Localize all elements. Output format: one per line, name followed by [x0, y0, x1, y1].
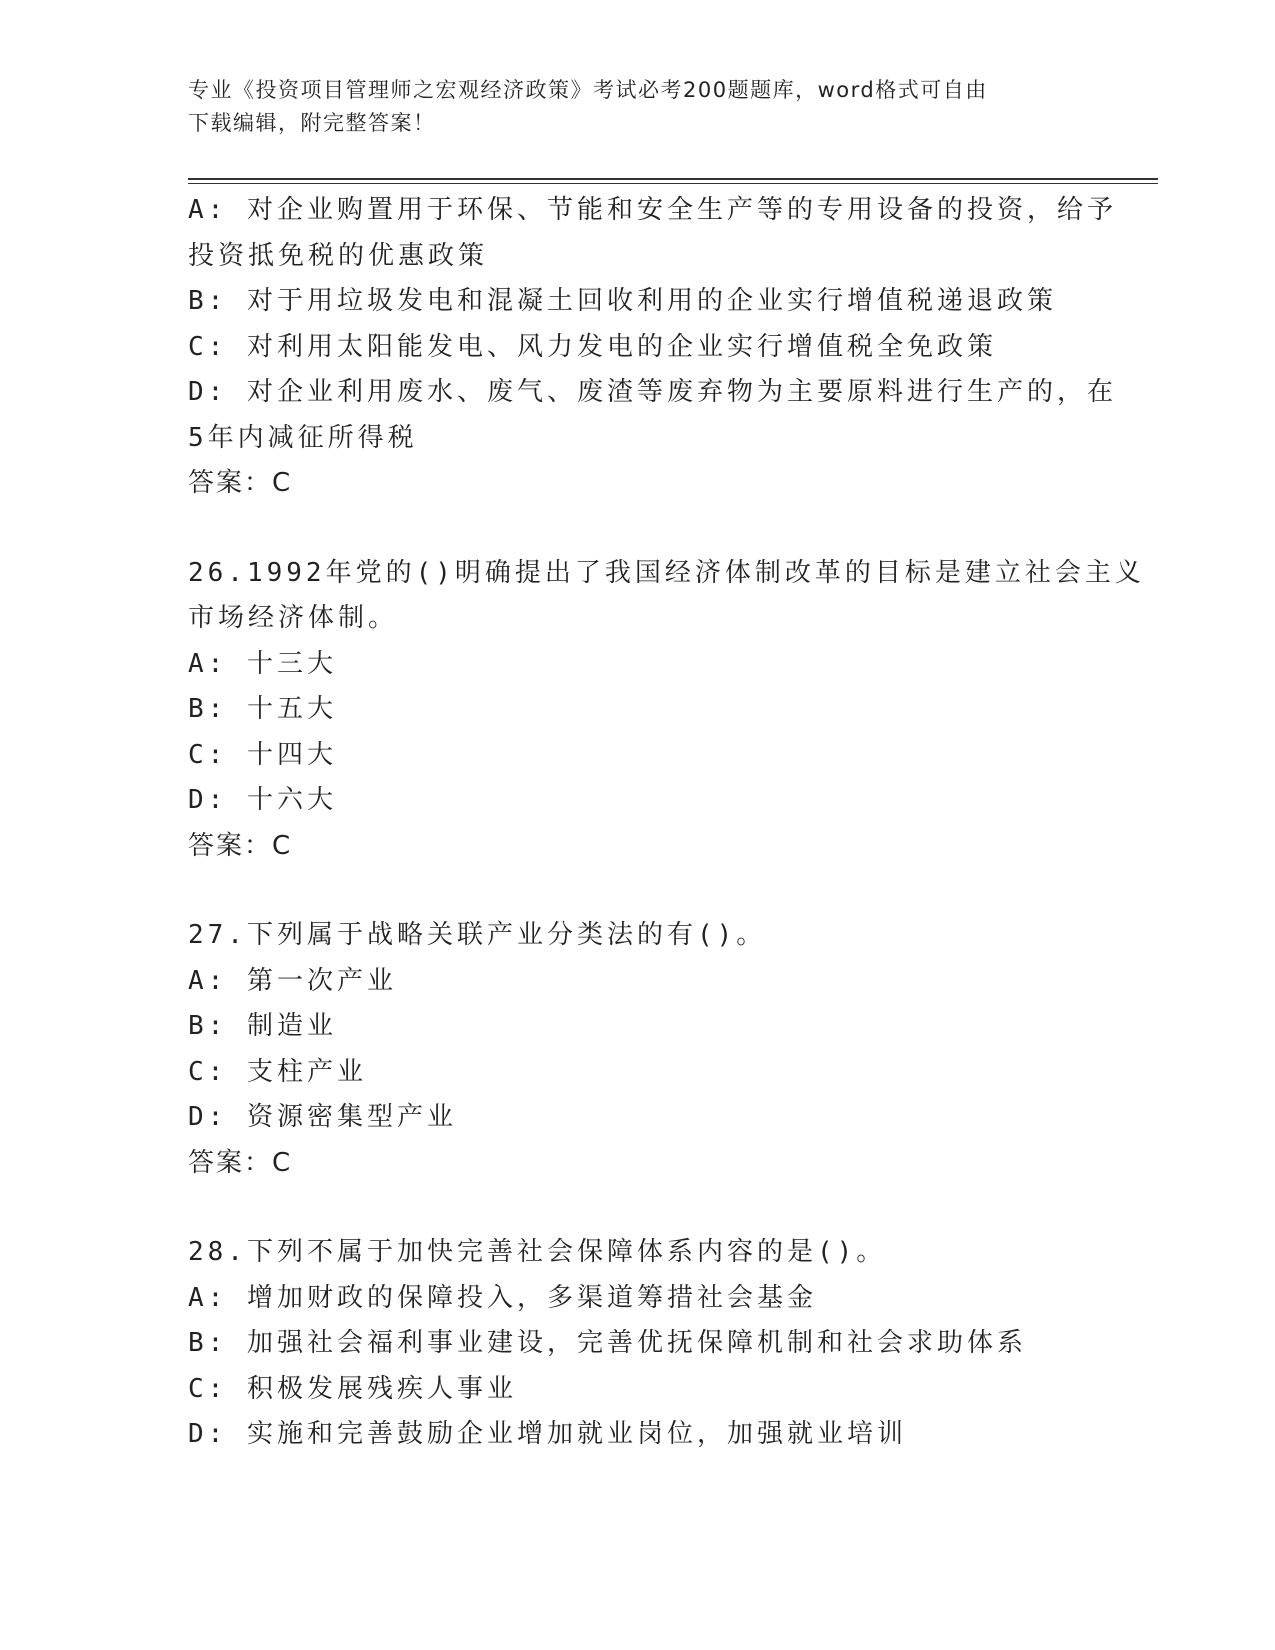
- question-stem-line-1: 26.1992年党的()明确提出了我国经济体制改革的目标是建立社会主义: [188, 557, 1145, 588]
- option-d-line-2: 5年内减征所得税: [188, 422, 418, 453]
- header-line-1: 专业《投资项目管理师之宏观经济政策》考试必考200题题库，word格式可自由: [188, 78, 988, 102]
- option-c: C: 十四大: [188, 739, 337, 770]
- spacer: [188, 869, 1088, 913]
- header-line-2: 下载编辑，附完整答案！: [188, 111, 436, 135]
- answer: 答案：C: [188, 468, 293, 498]
- document-header: [188, 74, 1088, 140]
- question-25: [188, 188, 1117, 507]
- question-stem: 27.下列属于战略关联产业分类法的有()。: [188, 920, 767, 950]
- option-a-line-2: 投资抵免税的优惠政策: [188, 240, 489, 271]
- option-b: B: 十五大: [188, 694, 337, 724]
- option-d-line-1: D: 对企业利用废水、废气、废渣等废弃物为主要原料进行生产的，在: [188, 377, 1117, 407]
- question-27: [188, 913, 1088, 1186]
- question-26: [188, 551, 1145, 870]
- option-b: B: 制造业: [188, 1011, 337, 1041]
- question-stem: 28.下列不属于加快完善社会保障体系内容的是()。: [188, 1237, 887, 1267]
- answer: 答案：C: [188, 830, 293, 861]
- option-c: C: 对利用太阳能发电、风力发电的企业实行增值税全免政策: [188, 331, 997, 362]
- option-d: D: 十六大: [188, 785, 337, 815]
- answer: 答案：C: [188, 1147, 293, 1178]
- option-a-line-1: A: 对企业购置用于环保、节能和安全生产等的专用设备的投资，给予: [188, 195, 1117, 225]
- header-divider-thick: [188, 178, 1158, 180]
- question-28: [188, 1230, 1088, 1458]
- question-stem-line-2: 市场经济体制。: [188, 603, 399, 633]
- question-list: [188, 188, 1145, 1458]
- option-d: D: 实施和完善鼓励企业增加就业岗位，加强就业培训: [188, 1419, 907, 1449]
- option-a: A: 增加财政的保障投入，多渠道筹措社会基金: [188, 1282, 817, 1313]
- option-c: C: 积极发展残疾人事业: [188, 1373, 517, 1404]
- spacer: [188, 1186, 1088, 1230]
- option-d: D: 资源密集型产业: [188, 1102, 457, 1132]
- option-b: B: 加强社会福利事业建设，完善优抚保障机制和社会求助体系: [188, 1328, 1027, 1358]
- header-divider-thin: [188, 183, 1158, 184]
- option-b: B: 对于用垃圾发电和混凝土回收利用的企业实行增值税递退政策: [188, 286, 1057, 316]
- option-a: A: 十三大: [188, 648, 337, 679]
- option-c: C: 支柱产业: [188, 1056, 367, 1087]
- spacer: [188, 507, 1088, 551]
- option-a: A: 第一次产业: [188, 965, 397, 996]
